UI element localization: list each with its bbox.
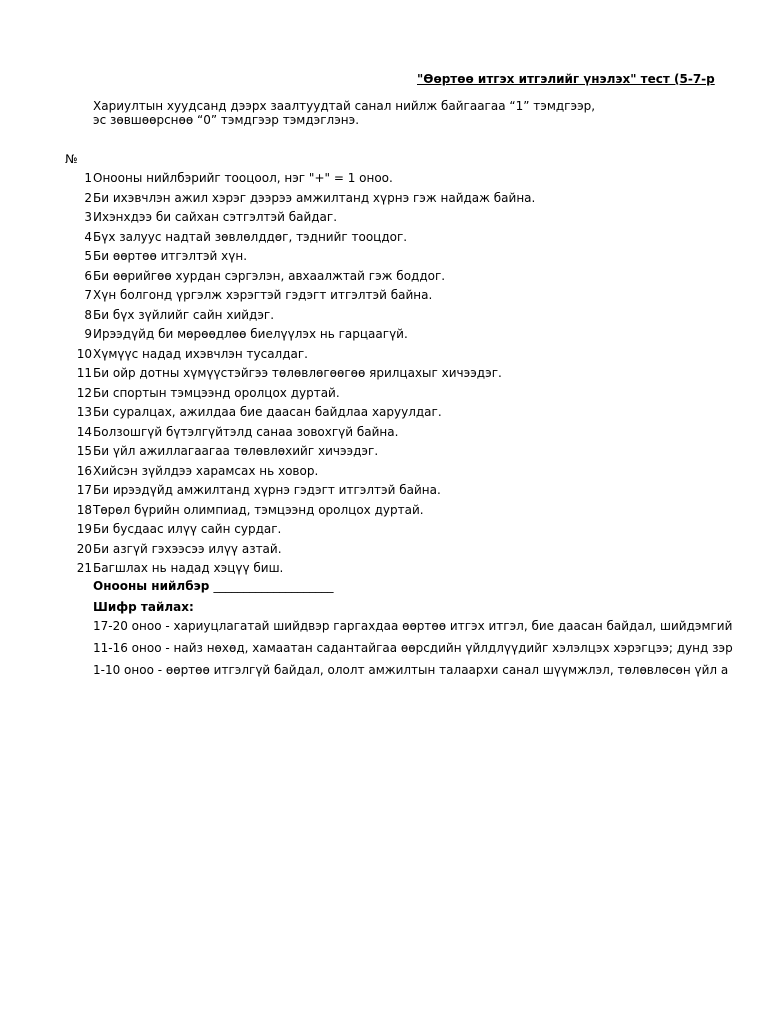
score-sum-blank: ____________________ xyxy=(213,579,334,593)
question-row xyxy=(0,308,768,328)
question-row xyxy=(0,269,768,289)
question-text: Ирээдүйд би мөрөөдлөө биелүүлэх нь гарцаагүй. xyxy=(93,327,408,341)
question-row xyxy=(0,288,768,308)
question-text: Хийсэн зүйлдээ харамсах нь ховор. xyxy=(93,463,319,478)
question-text: Багшлах нь надад хэцүү биш. xyxy=(93,561,284,575)
key-line: 1-10 оноо - өөртөө итгэлгүй байдал, ололт амжилтын талаархи санал шүүмжлэл, төлөвлөсөн үйл а xyxy=(93,663,729,677)
question-text: Би өөртөө итгэлтэй хүн. xyxy=(93,249,248,263)
question-number: 12 xyxy=(76,385,92,400)
key-line: 17-20 оноо - хариуцлагатай шийдвэр гаргахдаа өөртөө итгэх итгэл, бие даасан байдал, шийдэмгий xyxy=(93,619,733,633)
question-text: Би ихэвчлэн ажил хэрэг дээрээ амжилтанд хүрнэ гэж найдаж байна. xyxy=(93,190,536,205)
question-row xyxy=(0,347,768,367)
question-row xyxy=(0,386,768,406)
score-sum-label: Онооны нийлбэр xyxy=(93,579,210,593)
question-number: 13 xyxy=(76,405,92,419)
instructions xyxy=(93,99,595,127)
question-row xyxy=(0,327,768,347)
question-number: 8 xyxy=(84,307,92,322)
question-number: 16 xyxy=(76,463,92,478)
score-sum-line xyxy=(93,579,333,593)
question-number: 1 xyxy=(84,171,92,185)
question-row xyxy=(0,464,768,484)
question-number: 15 xyxy=(76,444,92,458)
question-text: Би үйл ажиллагаагаа төлөвлөхийг хичээдэг. xyxy=(93,444,379,458)
question-number: 7 xyxy=(84,288,92,302)
question-number: 6 xyxy=(84,268,92,283)
question-number: 11 xyxy=(76,366,92,380)
question-number: 19 xyxy=(76,522,92,536)
question-row xyxy=(0,230,768,250)
question-text: Би суралцах, ажилдаа бие даасан байдлаа харуулдаг. xyxy=(93,405,442,419)
question-row xyxy=(0,210,768,230)
question-row xyxy=(0,191,768,211)
question-row xyxy=(0,405,768,425)
question-row xyxy=(0,366,768,386)
question-text: Ихэнхдээ би сайхан сэтгэлтэй байдаг. xyxy=(93,210,338,224)
instruction-line: эс зөвшөөрснөө “0” тэмдгээр тэмдэглэнэ. xyxy=(93,113,360,127)
question-number: 18 xyxy=(76,502,92,517)
key-title: Шифр тайлах: xyxy=(93,600,194,614)
question-number: 9 xyxy=(84,327,92,341)
question-text: Бүх залуус надтай зөвлөлддөг, тэднийг тооцдог. xyxy=(93,229,408,244)
question-text: Би өөрийгөө хурдан сэргэлэн, авхаалжтай гэж боддог. xyxy=(93,268,446,283)
question-text: Би бусдаас илүү сайн сурдаг. xyxy=(93,522,282,536)
instruction-line: Хариултын хуудсанд дээрх заалтуудтай санал нийлж байгаагаа “1” тэмдгээр, xyxy=(93,99,596,113)
question-row xyxy=(0,522,768,542)
question-number: 3 xyxy=(84,210,92,224)
question-number: 17 xyxy=(76,483,92,497)
question-row xyxy=(0,171,768,191)
question-row xyxy=(0,444,768,464)
question-number: 20 xyxy=(76,541,92,556)
question-text: Төрөл бүрийн олимпиад, тэмцээнд оролцох дуртай. xyxy=(93,502,424,517)
question-text: Би спортын тэмцээнд оролцох дуртай. xyxy=(93,385,340,400)
question-text: Хүн болгонд үргэлж хэрэгтэй гэдэгт итгэлтэй байна. xyxy=(93,288,433,302)
question-number: 14 xyxy=(76,424,92,439)
question-row xyxy=(0,503,768,523)
question-text: Би ирээдүйд амжилтанд хүрнэ гэдэгт итгэлтэй байна. xyxy=(93,483,441,497)
question-number: 4 xyxy=(84,229,92,244)
question-row xyxy=(0,425,768,445)
question-text: Би бүх зүйлийг сайн хийдэг. xyxy=(93,307,275,322)
question-number: 10 xyxy=(76,346,92,361)
question-text: Болзошгүй бүтэлгүйтэлд санаа зовохгүй байна. xyxy=(93,424,399,439)
question-number: 2 xyxy=(84,190,92,205)
question-text: Би азгүй гэхээсээ илүү азтай. xyxy=(93,541,282,556)
question-row xyxy=(0,483,768,503)
number-column-header: № xyxy=(65,152,78,166)
key-line: 11-16 оноо - найз нөхөд, хамаатан садантайгаа өөрсдийн үйлдлүүдийг хэлэлцэх хэрэгцээ; дунд зэр xyxy=(93,641,733,655)
question-list xyxy=(0,171,768,581)
key-list xyxy=(93,619,733,685)
question-row xyxy=(0,249,768,269)
question-row xyxy=(0,542,768,562)
question-text: Онооны нийлбэрийг тооцоол, нэг "+" = 1 оноо. xyxy=(93,171,393,185)
question-row xyxy=(0,561,768,581)
question-number: 5 xyxy=(84,249,92,263)
question-text: Хүмүүс надад ихэвчлэн тусалдаг. xyxy=(93,346,308,361)
document-title: "Өөртөө итгэх итгэлийг үнэлэх" тест (5-7-р xyxy=(417,72,715,86)
question-text: Би ойр дотны хүмүүстэйгээ төлөвлөгөөгөө ярилцахыг хичээдэг. xyxy=(93,366,502,380)
question-number: 21 xyxy=(76,561,92,575)
